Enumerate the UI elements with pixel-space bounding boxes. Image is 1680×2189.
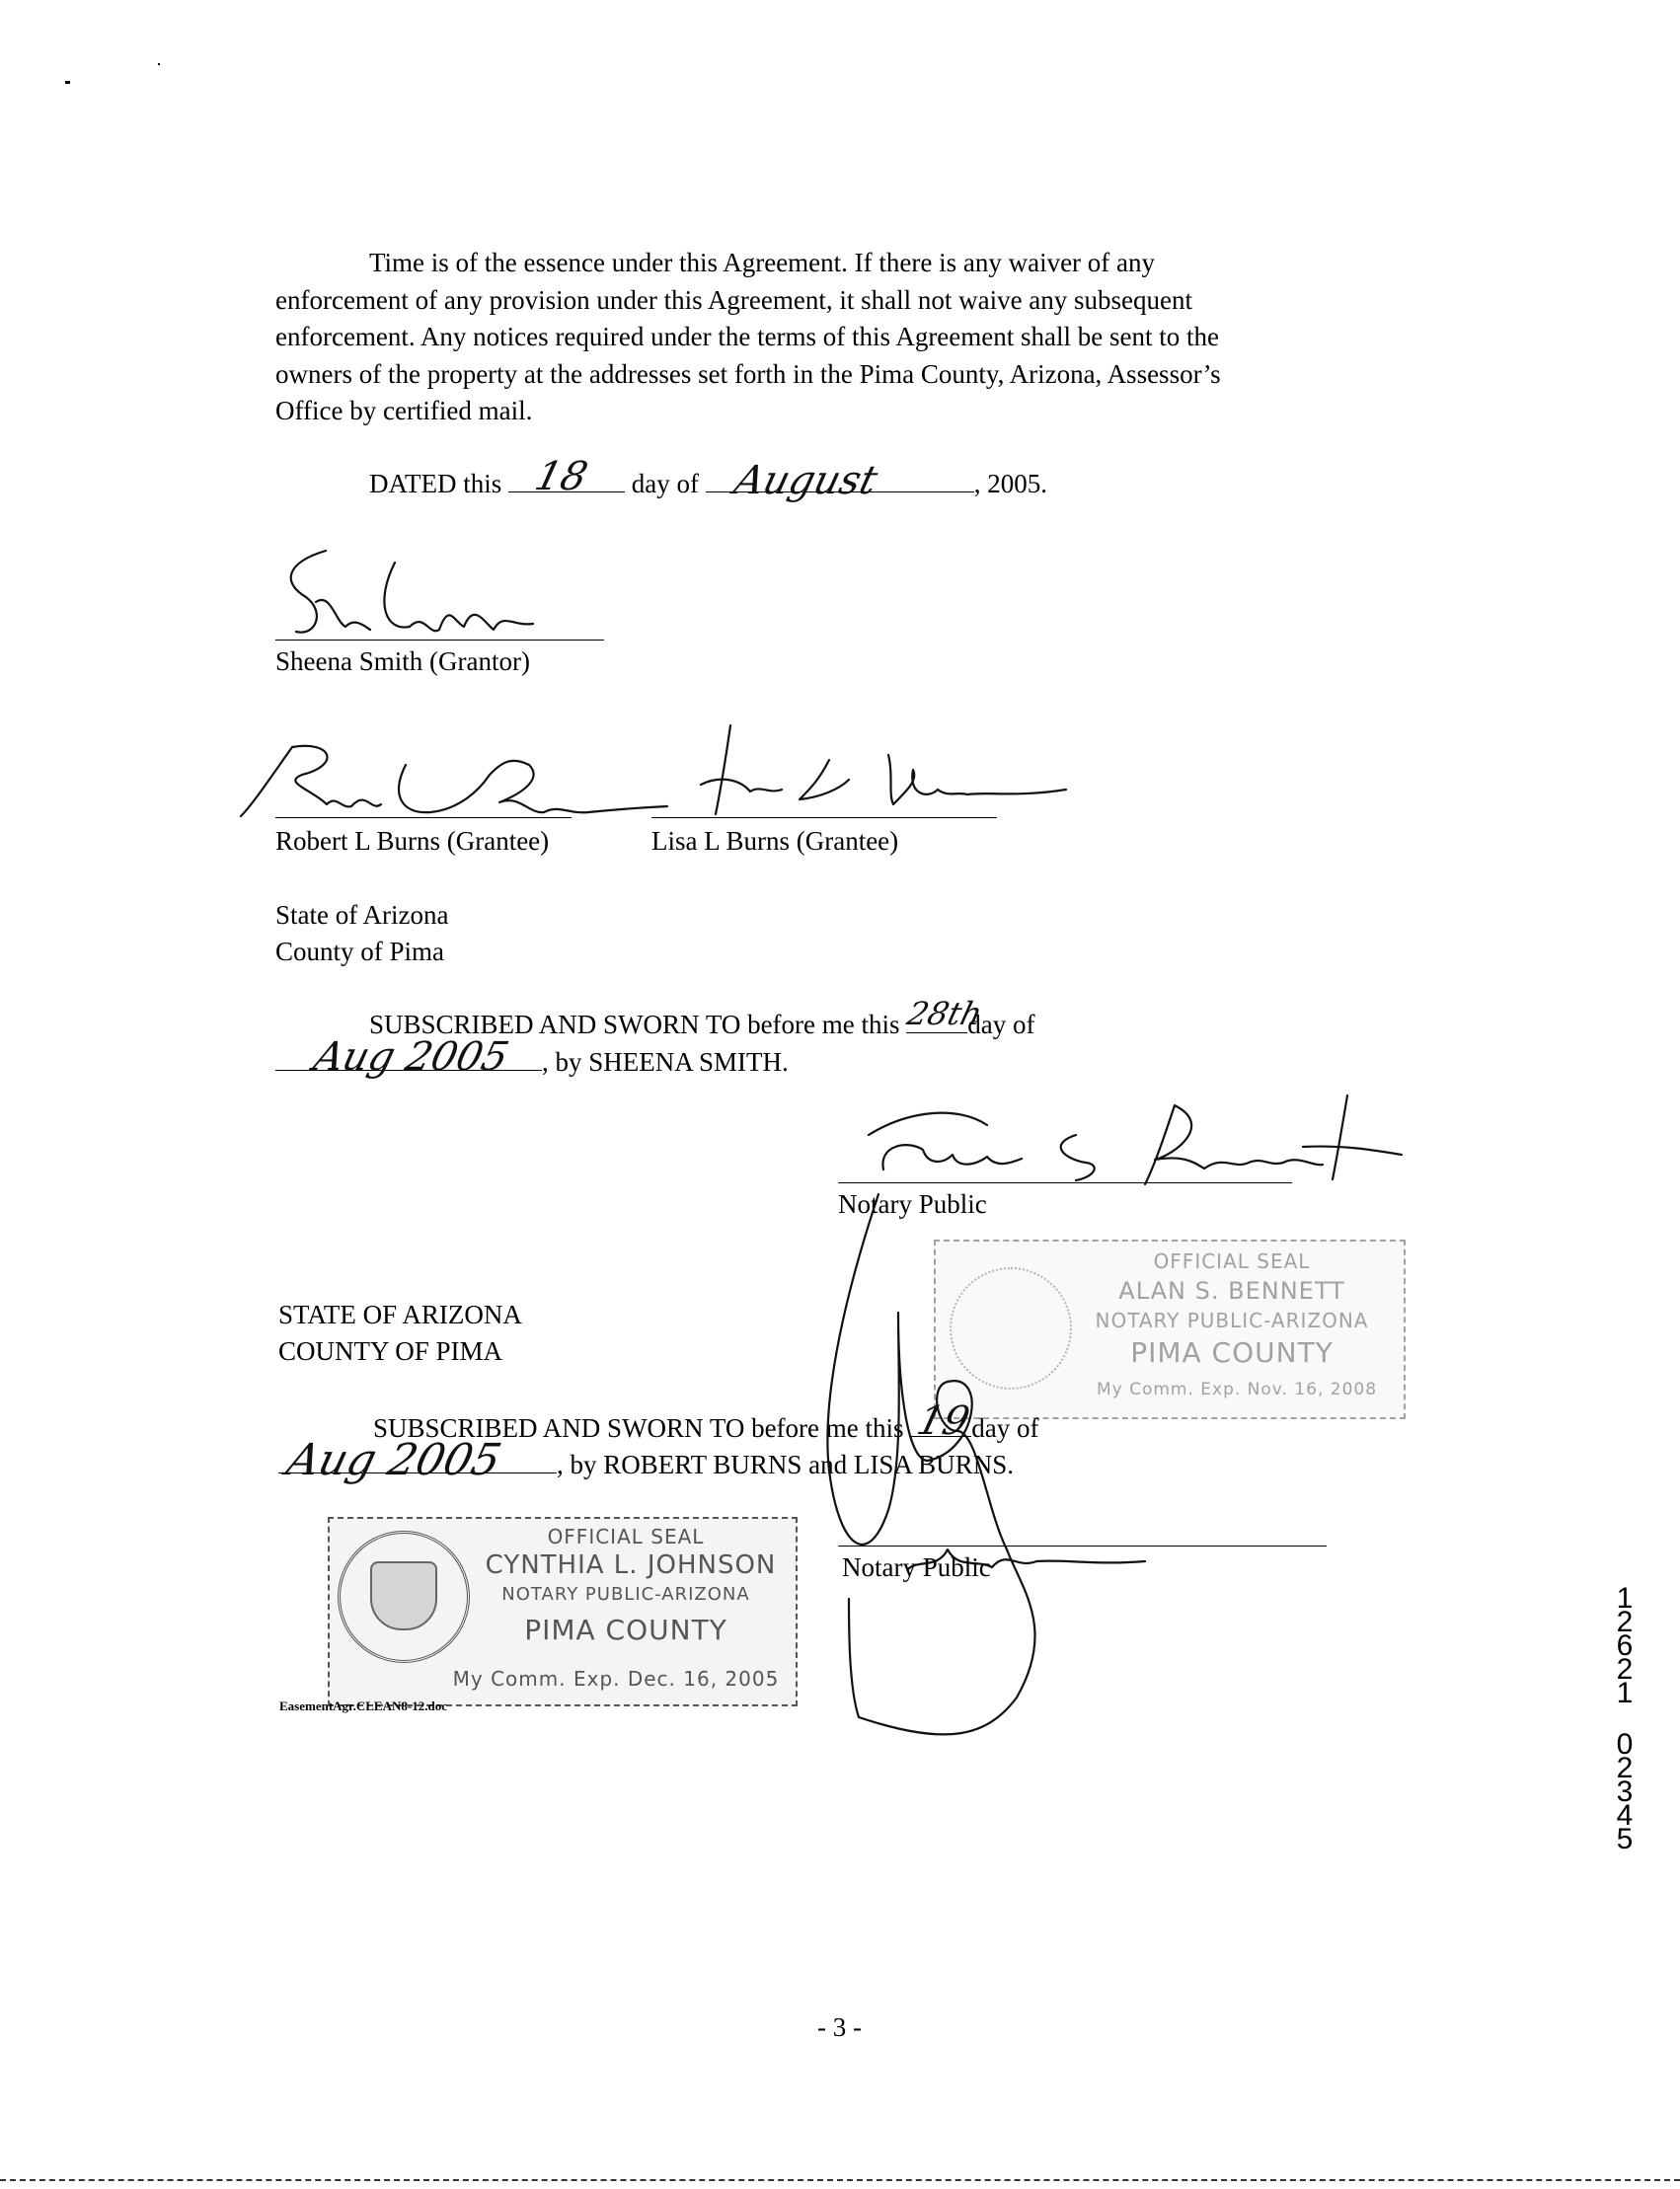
grantee2-signature bbox=[691, 720, 1076, 819]
ack2-state: STATE OF ARIZONA bbox=[278, 1300, 522, 1329]
terms-paragraph bbox=[275, 245, 1411, 430]
ack1-by-text: , by SHEENA SMITH. bbox=[542, 1047, 789, 1077]
grantor-signature-line bbox=[275, 640, 604, 641]
grantee2-label: Lisa L Burns (Grantee) bbox=[651, 826, 899, 856]
recording-digit: 1 bbox=[1616, 1582, 1634, 1615]
notary2-seal-emblem bbox=[338, 1531, 470, 1663]
recording-digit: 1 bbox=[1616, 1677, 1634, 1709]
ack2-day-suffix: day of bbox=[971, 1413, 1039, 1443]
scan-speck bbox=[65, 81, 70, 84]
ack1-day-handwritten: 28th bbox=[903, 995, 987, 1032]
grantee1-signature-line bbox=[275, 817, 572, 818]
notary2-seal-line: NOTARY PUBLIC-ARIZONA bbox=[501, 1584, 750, 1605]
notary2-seal-line: CYNTHIA L. JOHNSON bbox=[485, 1550, 777, 1580]
recording-digit: 5 bbox=[1616, 1823, 1634, 1855]
ack1-date-blank bbox=[275, 1034, 542, 1080]
ack1-state: State of Arizona bbox=[275, 900, 449, 930]
notary2-seal bbox=[328, 1517, 798, 1706]
page-number: - 3 - bbox=[817, 2012, 862, 2042]
ack1-date-handwritten: Aug 2005 bbox=[309, 1034, 513, 1080]
notary2-seal-line: My Comm. Exp. Dec. 16, 2005 bbox=[452, 1667, 780, 1691]
paragraph-line: Time is of the essence under this Agreement. If there is any waiver of any bbox=[369, 248, 1156, 277]
notary2-seal-line: PIMA COUNTY bbox=[524, 1614, 727, 1646]
dated-prefix: DATED this bbox=[369, 469, 502, 498]
notary2-seal-emblem-center bbox=[370, 1561, 437, 1630]
dated-day-blank bbox=[508, 454, 625, 499]
ack2-county: COUNTY OF PIMA bbox=[278, 1336, 503, 1366]
notary2-signature bbox=[809, 1135, 1303, 1737]
notary1-seal-line: PIMA COUNTY bbox=[1130, 1336, 1334, 1369]
notary1-seal-line: My Comm. Exp. Nov. 16, 2008 bbox=[1096, 1380, 1378, 1399]
notary1-seal-line: ALAN S. BENNETT bbox=[1118, 1277, 1345, 1305]
paragraph-line: owners of the property at the addresses set forth in the Pima County, Arizona, Assessor’s bbox=[275, 358, 1221, 389]
dated-suffix: , 2005. bbox=[973, 469, 1047, 498]
grantor-signature bbox=[276, 543, 602, 646]
ack2-date-blank bbox=[278, 1435, 557, 1485]
ack2-date-handwritten: Aug 2005 bbox=[281, 1435, 506, 1485]
dated-month-handwritten: August bbox=[729, 458, 882, 503]
ack2-by-text: , by ROBERT BURNS and LISA BURNS. bbox=[557, 1450, 1014, 1479]
recording-number-top bbox=[1607, 1582, 1642, 1709]
recording-digit: 2 bbox=[1616, 1606, 1634, 1638]
dated-middle: day of bbox=[631, 469, 699, 498]
recording-digit: 2 bbox=[1616, 1752, 1634, 1784]
ack1-sworn-prefix: SUBSCRIBED AND SWORN TO before me this bbox=[369, 1010, 900, 1039]
recording-digit: 6 bbox=[1616, 1629, 1634, 1662]
ack1-date-line bbox=[275, 1034, 789, 1081]
recording-digit: 0 bbox=[1616, 1728, 1634, 1761]
grantee1-signature bbox=[233, 735, 667, 824]
ack1-day-blank bbox=[903, 995, 987, 1033]
ack1-county: County of Pima bbox=[275, 937, 445, 966]
recording-digit: 2 bbox=[1616, 1653, 1634, 1686]
notary2-signature-line bbox=[838, 1546, 1327, 1547]
dated-day-handwritten: 18 bbox=[530, 454, 592, 499]
ack1-day-suffix: day of bbox=[967, 1010, 1035, 1039]
paragraph-line: enforcement. Any notices required under the terms of this Agreement shall be sent to the bbox=[275, 322, 1219, 351]
notary1-label: Notary Public bbox=[838, 1189, 987, 1219]
recording-number-bottom bbox=[1607, 1728, 1642, 1855]
grantor-label: Sheena Smith (Grantor) bbox=[275, 646, 530, 676]
paragraph-line: Office by certified mail. bbox=[275, 396, 533, 425]
ack2-day-handwritten: 19 bbox=[912, 1398, 975, 1444]
dated-line bbox=[369, 454, 1047, 503]
notary1-seal-line: OFFICIAL SEAL bbox=[1153, 1249, 1311, 1273]
grantee1-label: Robert L Burns (Grantee) bbox=[275, 826, 550, 856]
paragraph-line: enforcement of any provision under this Agreement, it shall not waive any subsequent bbox=[275, 284, 1193, 315]
dated-month-blank bbox=[706, 458, 974, 503]
notary1-seal-line: NOTARY PUBLIC-ARIZONA bbox=[1095, 1309, 1369, 1332]
ack2-sworn-prefix: SUBSCRIBED AND SWORN TO before me this bbox=[373, 1413, 904, 1443]
footer-filename: EasementAgr.CLEAN8-12.doc bbox=[279, 1698, 447, 1713]
recording-digit: 3 bbox=[1616, 1775, 1634, 1808]
notary2-seal-line: OFFICIAL SEAL bbox=[547, 1525, 705, 1548]
grantee2-signature-line bbox=[651, 817, 997, 818]
bottom-scan-edge bbox=[0, 2179, 1680, 2184]
notary2-label: Notary Public bbox=[842, 1552, 991, 1582]
scan-speck bbox=[158, 63, 160, 65]
recording-digit: 4 bbox=[1616, 1799, 1634, 1832]
